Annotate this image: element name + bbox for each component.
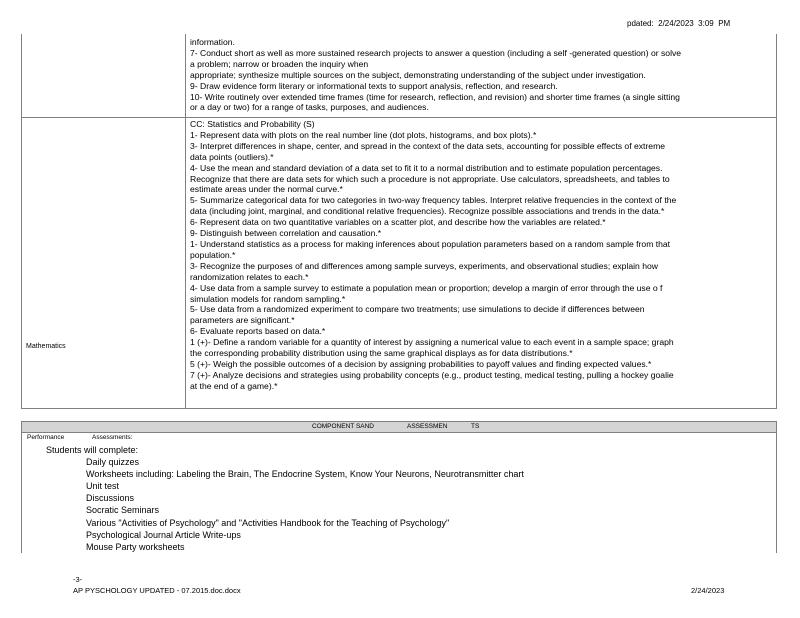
- standard-line: a problem; narrow or broaden the inquiry when: [190, 58, 369, 69]
- standard-line: simulation models for random sampling.*: [190, 293, 346, 304]
- subject-label: Mathematics: [26, 343, 66, 350]
- standards-table: [21, 34, 777, 409]
- standard-line: appropriate; synthesize multiple sources on the subject, demonstrating understanding of the subject under investigation.: [190, 69, 646, 80]
- standard-line: 4- Use the mean and standard deviation of a data set to fit it to a normal distribution and to estimate population percentages.: [190, 162, 663, 173]
- standard-line: parameters are significant.*: [190, 315, 295, 326]
- standard-line: 7- Conduct short as well as more sustained research projects to answer a question (including a self -generated question) or solve: [190, 47, 682, 58]
- assessments-label-suffix: TS: [471, 423, 480, 430]
- components-header: [21, 421, 777, 433]
- standard-line: 4- Use data from a sample survey to estimate a population mean or proportion; develop a margin of error through the use o f: [190, 282, 663, 293]
- standard-line: 3- Recognize the purposes of and differences among sample surveys, experiments, and observational studies; explain how: [190, 260, 658, 271]
- updated-timestamp: pdated: 2/24/2023 3:09 PM: [627, 19, 731, 28]
- standards-text: [190, 37, 772, 113]
- performance-label: Performance: [27, 434, 65, 441]
- standards-text: [190, 119, 772, 392]
- assessment-item: Unit test: [86, 481, 120, 492]
- assessments-label: ASSESSMEN: [407, 423, 448, 430]
- standard-line: 5- Summarize categorical data for two categories in two-way frequency tables. Interpret relative frequencies in the context of the: [190, 195, 677, 206]
- standard-line: population.*: [190, 249, 236, 260]
- standard-line: 7 (+)- Analyze decisions and strategies using probability concepts (e.g., product testing, medical testing, pulling a hockey goalie: [190, 369, 674, 380]
- standard-line: Recognize that there are data sets for which such a procedure is not appropriate. Use calculators, spreadsheets, and tables to: [190, 173, 670, 184]
- standard-line: or a day or two) for a range of tasks, purposes, and audiences.: [190, 102, 429, 113]
- assessment-item: Psychological Journal Article Write-ups: [86, 529, 241, 540]
- column-divider: [185, 118, 186, 408]
- standard-line: 9- Draw evidence form literary or informational texts to support analysis, reflection, and research.: [190, 80, 558, 91]
- assessments-label-small: Assessments:: [92, 434, 133, 441]
- footer-date: 2/24/2023: [691, 586, 725, 595]
- assessment-item: Daily quizzes: [86, 457, 140, 467]
- standard-line: information.: [190, 37, 235, 47]
- standard-line: 1 (+)- Define a random variable for a quantity of interest by assigning a numerical value to each event in a sample space; graph: [190, 337, 674, 348]
- assessment-item: Discussions: [86, 493, 135, 504]
- standard-line: 1- Represent data with plots on the real number line (dot plots, histograms, and box plots).*: [190, 129, 537, 140]
- standard-line: 1- Understand statistics as a process for making inferences about population parameters based on a random sample from that: [190, 238, 671, 249]
- standard-line: data points (outliers).*: [190, 151, 274, 162]
- standards-row-math: [22, 118, 776, 408]
- assessment-item: Worksheets including: Labeling the Brain, The Endocrine System, Know Your Neurons, Neurotransmitter chart: [86, 469, 524, 480]
- standard-line: at the end of a game).*: [190, 380, 278, 391]
- assessment-item: Socratic Seminars: [86, 505, 160, 516]
- standard-line: randomization relates to each.*: [190, 271, 309, 282]
- standard-line: 9- Distinguish between correlation and causation.*: [190, 228, 382, 239]
- standard-line: data (including joint, marginal, and conditional relative frequencies). Recognize possible associations and trends in the data.*: [190, 206, 665, 217]
- standard-line: 5 (+)- Weigh the possible outcomes of a decision by assigning probabilities to payoff values and finding expected values.*: [190, 358, 652, 369]
- components-label: COMPONENT SAND: [312, 423, 374, 430]
- standard-line: the corresponding probability distribution using the same graphical displays as for data distributions.*: [190, 348, 573, 359]
- column-divider: [185, 34, 186, 117]
- assessments-section: [21, 433, 777, 553]
- standard-line: estimate areas under the normal curve.*: [190, 184, 343, 195]
- standard-line: CC: Statistics and Probability (S): [190, 119, 315, 129]
- standards-row-ela: [22, 34, 776, 118]
- standard-line: 3- Interpret differences in shape, center, and spread in the context of the data sets, accounting for possible effects of extreme: [190, 140, 666, 151]
- standard-line: 6- Represent data on two quantitative variables on a scatter plot, and describe how the variables are related.*: [190, 217, 606, 228]
- standard-line: 5- Use data from a randomized experiment to compare two treatments; use simulations to decide if differences between: [190, 304, 645, 315]
- standard-line: 10- Write routinely over extended time frames (time for research, reflection, and revision) and shorter time frames (a single sitting: [190, 91, 680, 102]
- page-number: -3-: [73, 575, 83, 584]
- assessment-item: Mouse Party worksheets: [86, 541, 185, 552]
- document-filename: AP PYSCHOLOGY UPDATED - 07.2015.doc.docx: [73, 586, 241, 595]
- assessment-item: Various "Activities of Psychology" and "Activities Handbook for the Teaching of Psychology": [86, 517, 450, 528]
- assessment-intro: Students will complete:: [46, 445, 139, 455]
- standard-line: 6- Evaluate reports based on data.*: [190, 326, 326, 337]
